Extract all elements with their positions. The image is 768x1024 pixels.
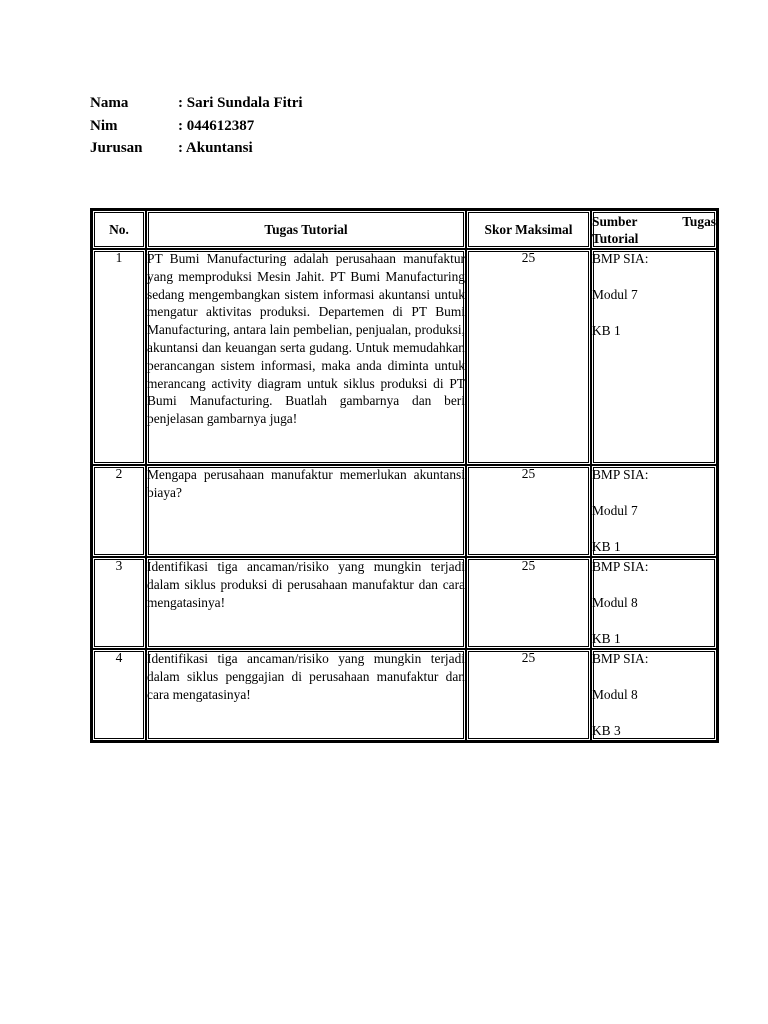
task-source <box>591 557 717 649</box>
max-score: 25 <box>466 465 591 557</box>
row-number: 3 <box>92 557 146 649</box>
student-identity <box>90 92 303 160</box>
header-no: No. <box>92 210 146 249</box>
identity-row-jurusan <box>90 137 303 160</box>
table-row <box>92 465 717 557</box>
row-number: 2 <box>92 465 146 557</box>
identity-row-nama <box>90 92 303 115</box>
header-source-line2: Tutorial <box>592 230 639 246</box>
max-score: 25 <box>466 557 591 649</box>
source-kb: KB 1 <box>592 323 621 338</box>
identity-row-nim <box>90 115 303 138</box>
task-text: Identifikasi tiga ancaman/risiko yang mungkin terjadi dalam siklus penggajian di perusahaan manufaktur dan cara mengatasinya! <box>146 649 466 741</box>
table-row <box>92 557 717 649</box>
header-task: Tugas Tutorial <box>146 210 466 249</box>
nim-value: : 044612387 <box>178 117 255 134</box>
task-text: Mengapa perusahaan manufaktur memerlukan akuntansi biaya? <box>146 465 466 557</box>
row-number: 1 <box>92 249 146 465</box>
jurusan-value: : Akuntansi <box>178 140 253 156</box>
task-text: PT Bumi Manufacturing adalah perusahaan manufaktur yang memproduksi Mesin Jahit. PT Bumi Manufacturing sedang mengembangkan sistem informasi akuntansi untuk mengatur aktivitas produksi. Departemen di PT Bumi Manufacturing, antara lain pembelian, penjualan, produksi, akuntansi dan keuangan serta gudang. Untuk memudahkan perancangan sistem informasi, maka anda diminta untuk merancang activity diagram untuk siklus produksi di PT Bumi Manufacturing. Buatlah gambarnya dan beri penjelasan gambarnya juga! <box>146 249 466 465</box>
source-bmp: BMP SIA: <box>592 559 649 574</box>
source-modul: Modul 8 <box>592 595 638 610</box>
nama-label: Nama <box>90 95 129 111</box>
max-score: 25 <box>466 249 591 465</box>
header-score: Skor Maksimal <box>466 210 591 249</box>
source-kb: KB 3 <box>592 723 621 738</box>
header-source-line1: Sumber Tugas <box>592 213 716 229</box>
header-source <box>591 210 717 249</box>
source-modul: Modul 7 <box>592 503 638 518</box>
table-header-row <box>92 210 717 249</box>
source-kb: KB 1 <box>592 631 621 646</box>
nim-label: Nim <box>90 117 118 134</box>
source-bmp: BMP SIA: <box>592 251 649 266</box>
task-text: Identifikasi tiga ancaman/risiko yang mungkin terjadi dalam siklus produksi di perusahaan manufaktur dan cara mengatasinya! <box>146 557 466 649</box>
task-source <box>591 465 717 557</box>
source-bmp: BMP SIA: <box>592 467 649 482</box>
table-row <box>92 249 717 465</box>
table-row <box>92 649 717 741</box>
row-number: 4 <box>92 649 146 741</box>
source-kb: KB 1 <box>592 539 621 554</box>
source-bmp: BMP SIA: <box>592 651 649 666</box>
tutorial-task-table <box>90 208 719 743</box>
source-modul: Modul 8 <box>592 687 638 702</box>
jurusan-label: Jurusan <box>90 140 143 156</box>
source-modul: Modul 7 <box>592 287 638 302</box>
max-score: 25 <box>466 649 591 741</box>
task-source <box>591 649 717 741</box>
task-source <box>591 249 717 465</box>
nama-value: : Sari Sundala Fitri <box>178 95 303 111</box>
